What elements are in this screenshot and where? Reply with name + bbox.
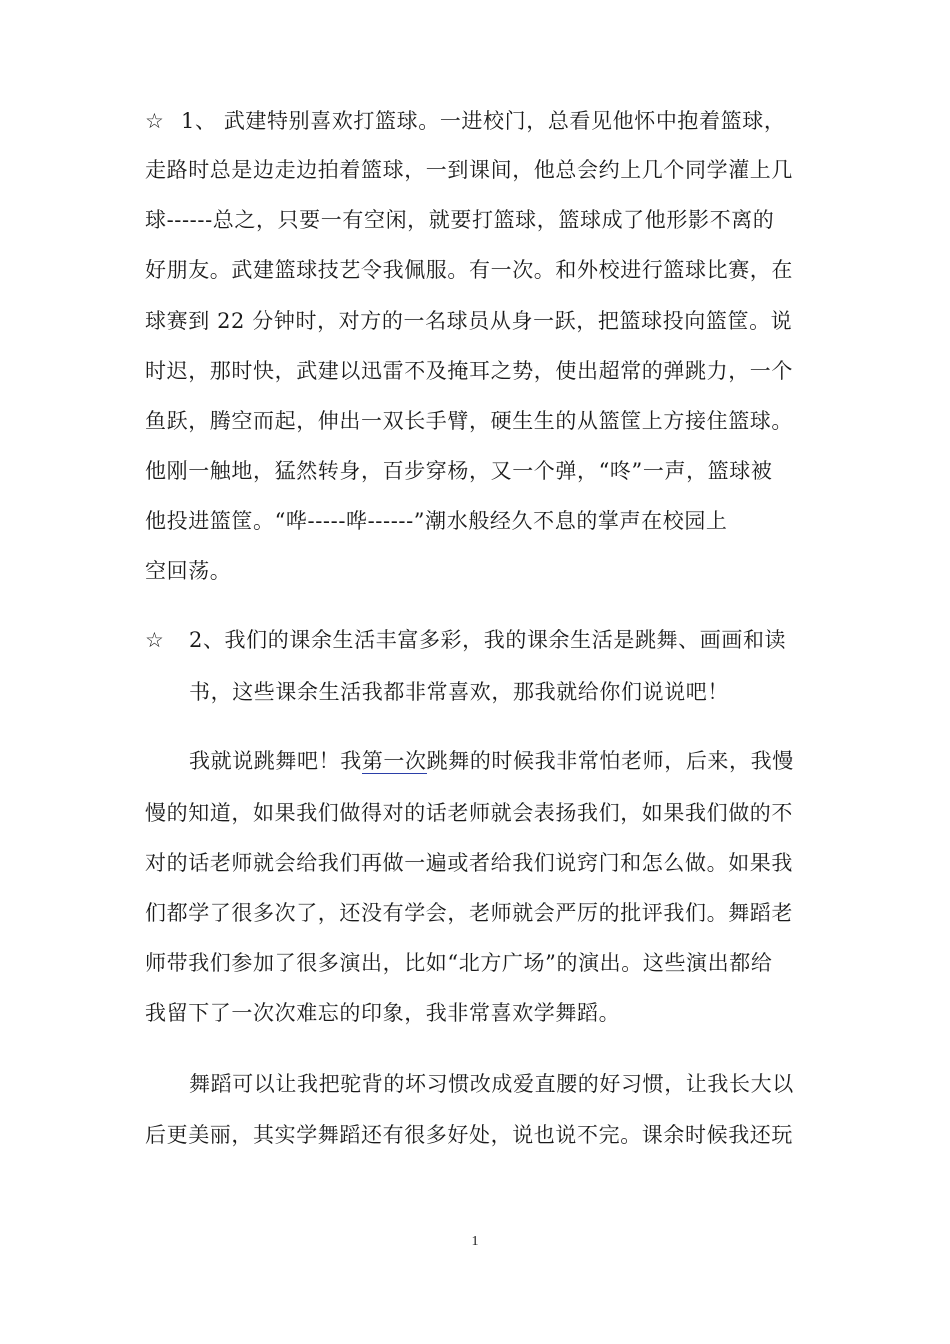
paragraph-3-text: 跳舞的时候我非常怕老师，后来，我慢 xyxy=(426,749,794,773)
paragraph-4-line-2: 后更美丽，其实学舞蹈还有很多好处，说也说不完。课余时候我还玩 xyxy=(145,1123,793,1147)
star-icon: ☆ xyxy=(145,109,165,133)
paragraph-1-line-2: 走路时总是边走边拍着篮球，一到课间，他总会约上几个同学灌上几 xyxy=(145,158,793,182)
paragraph-3-line-5: 师带我们参加了很多演出，比如“北方广场”的演出。这些演出都给 xyxy=(145,951,773,975)
paragraph-2-line-1 xyxy=(145,625,786,655)
paragraph-1-line-8: 他刚一触地，猛然转身，百步穿杨，又一个弹，“咚”一声，篮球被 xyxy=(145,459,773,483)
paragraph-1-line-7: 鱼跃，腾空而起，伸出一双长手臂，硬生生的从篮筐上方接住篮球。 xyxy=(145,409,793,433)
paragraph-1-line-3: 球------总之，只要一有空闲，就要打篮球，篮球成了他形影不离的 xyxy=(145,208,775,232)
paragraph-3-line-1 xyxy=(189,746,794,776)
paragraph-1-line-5: 球赛到 22 分钟时，对方的一名球员从身一跃，把篮球投向篮筐。说 xyxy=(145,309,793,333)
paragraph-1-line-1 xyxy=(145,106,785,136)
paragraph-1-line-10: 空回荡。 xyxy=(145,559,232,583)
page-number: 1 xyxy=(471,1234,479,1249)
first-time-link[interactable]: 第一次 xyxy=(361,749,427,773)
paragraph-1-text: 1、 武建特别喜欢打篮球。一进校门，总看见他怀中抱着篮球， xyxy=(181,109,786,133)
paragraph-3-line-4: 们都学了很多次了，还没有学会，老师就会严厉的批评我们。舞蹈老 xyxy=(145,901,793,925)
paragraph-2-text: 2、我们的课余生活丰富多彩，我的课余生活是跳舞、画画和读 xyxy=(189,628,787,652)
paragraph-2-line-2: 书，这些课余生活我都非常喜欢，那我就给你们说说吧！ xyxy=(189,680,729,704)
star-icon: ☆ xyxy=(145,628,165,652)
paragraph-3-text: 我就说跳舞吧！我 xyxy=(189,749,362,773)
paragraph-3-line-2: 慢的知道，如果我们做得对的话老师就会表扬我们，如果我们做的不 xyxy=(145,801,793,825)
paragraph-3-line-3: 对的话老师就会给我们再做一遍或者给我们说窍门和怎么做。如果我 xyxy=(145,851,793,875)
paragraph-1-line-4: 好朋友。武建篮球技艺令我佩服。有一次。和外校进行篮球比赛，在 xyxy=(145,258,793,282)
paragraph-3-line-6: 我留下了一次次难忘的印象，我非常喜欢学舞蹈。 xyxy=(145,1001,621,1025)
paragraph-4-line-1: 舞蹈可以让我把驼背的坏习惯改成爱直腰的好习惯，让我长大以 xyxy=(189,1072,794,1096)
paragraph-1-line-6: 时迟，那时快，武建以迅雷不及掩耳之势，使出超常的弹跳力，一个 xyxy=(145,359,793,383)
paragraph-1-line-9: 他投进篮筐。“哗-----哗------”潮水般经久不息的掌声在校园上 xyxy=(145,509,728,533)
